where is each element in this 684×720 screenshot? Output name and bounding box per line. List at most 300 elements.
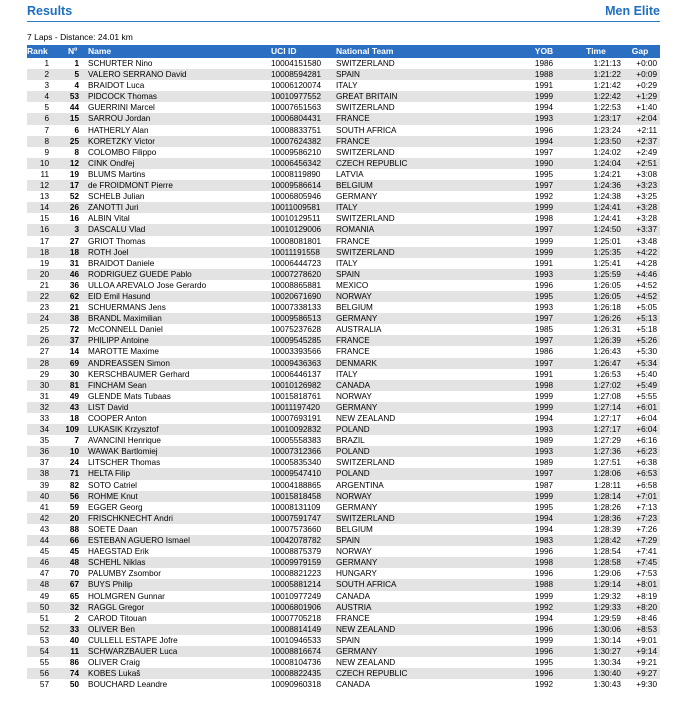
cell-rank: 47 — [39, 569, 49, 579]
cell-name: OLIVER Ben — [88, 624, 135, 634]
table-row — [27, 113, 660, 124]
cell-gap: +6:58 — [636, 480, 657, 490]
cell-uci-id: 10006805946 — [271, 192, 322, 202]
cell-rank: 56 — [39, 669, 49, 679]
cell-time: 1:25:35 — [593, 247, 621, 257]
table-row — [27, 58, 660, 69]
cell-national-team: SPAIN — [336, 70, 360, 80]
cell-time: 1:26:05 — [593, 280, 621, 290]
cell-rank: 43 — [39, 524, 49, 534]
cell-national-team: ITALY — [336, 203, 358, 213]
cell-name: MAROTTE Maxime — [88, 347, 159, 357]
cell-time: 1:23:17 — [593, 114, 621, 124]
cell-number: 37 — [69, 336, 79, 346]
cell-rank: 9 — [44, 147, 49, 157]
cell-time: 1:23:24 — [593, 125, 621, 135]
cell-gap: +2:37 — [636, 136, 657, 146]
cell-uci-id: 10090960318 — [271, 680, 322, 690]
cell-time: 1:28:58 — [593, 558, 621, 568]
cell-uci-id: 10003393566 — [271, 347, 322, 357]
cell-rank: 25 — [39, 325, 49, 335]
cell-national-team: POLAND — [336, 469, 370, 479]
cell-rank: 31 — [39, 391, 49, 401]
cell-name: WAWAK Bartlomiej — [88, 447, 158, 457]
cell-rank: 5 — [44, 103, 49, 113]
cell-name: FINCHAM Sean — [88, 380, 147, 390]
cell-gap: +2:51 — [636, 158, 657, 168]
cell-yob: 1992 — [534, 680, 554, 690]
cell-time: 1:28:42 — [593, 536, 621, 546]
cell-gap: +8:20 — [636, 602, 657, 612]
table-row — [27, 635, 660, 646]
cell-time: 1:27:14 — [593, 402, 621, 412]
cell-rank: 50 — [39, 602, 49, 612]
cell-name: SCHUERMANS Jens — [88, 303, 166, 313]
cell-rank: 16 — [39, 225, 49, 235]
cell-national-team: SWITZERLAND — [336, 214, 395, 224]
table-row — [27, 413, 660, 424]
cell-uci-id: 10006444723 — [271, 258, 322, 268]
cell-time: 1:28:54 — [593, 547, 621, 557]
cell-yob: 1999 — [534, 635, 554, 645]
cell-gap: +1:29 — [636, 92, 657, 102]
cell-rank: 49 — [39, 591, 49, 601]
cell-gap: +5:18 — [636, 325, 657, 335]
cell-number: 2 — [74, 613, 79, 623]
table-row — [27, 213, 660, 224]
header-name: Name — [88, 46, 112, 56]
cell-uci-id: 10004151580 — [271, 59, 322, 68]
cell-uci-id: 10011191558 — [271, 247, 320, 257]
cell-rank: 27 — [39, 347, 49, 357]
table-body — [27, 58, 660, 690]
cell-national-team: NORWAY — [336, 391, 372, 401]
cell-gap: +4:22 — [636, 247, 657, 257]
cell-yob: 1985 — [534, 325, 554, 335]
cell-yob: 1994 — [534, 103, 554, 113]
table-row — [27, 247, 660, 258]
cell-time: 1:27:17 — [593, 414, 621, 423]
cell-number: 67 — [69, 580, 79, 590]
table-row — [27, 335, 660, 346]
race-info: 7 Laps - Distance: 24.01 km — [27, 32, 133, 42]
cell-rank: 20 — [39, 269, 49, 279]
cell-gap: +7:41 — [636, 547, 657, 557]
cell-gap: +8:01 — [636, 580, 657, 590]
cell-gap: +6:23 — [636, 447, 657, 457]
cell-number: 1 — [74, 59, 79, 68]
cell-national-team: CANADA — [336, 591, 371, 601]
table-row — [27, 346, 660, 357]
cell-uci-id: 10010977249 — [271, 591, 322, 601]
cell-name: ALBIN Vital — [88, 214, 130, 224]
cell-yob: 1999 — [534, 92, 554, 102]
cell-uci-id: 10008814149 — [271, 624, 322, 634]
cell-national-team: SWITZERLAND — [336, 147, 395, 157]
cell-gap: +3:08 — [636, 169, 657, 179]
cell-time: 1:26:26 — [593, 314, 621, 324]
cell-name: KOBES Lukaš — [88, 669, 141, 679]
cell-number: 49 — [69, 391, 79, 401]
cell-uci-id: 10006801906 — [271, 602, 322, 612]
cell-name: SCHURTER Nino — [88, 59, 153, 68]
cell-time: 1:27:36 — [593, 447, 621, 457]
table-row — [27, 480, 660, 491]
cell-national-team: ITALY — [336, 81, 358, 91]
table-row — [27, 391, 660, 402]
cell-rank: 24 — [39, 314, 49, 324]
cell-number: 65 — [69, 591, 79, 601]
cell-yob: 1993 — [534, 114, 554, 124]
cell-time: 1:21:42 — [593, 81, 621, 91]
cell-yob: 1988 — [534, 70, 554, 80]
cell-time: 1:24:02 — [593, 147, 621, 157]
page-header — [27, 4, 660, 20]
category-label: Men Elite — [605, 4, 660, 18]
cell-gap: +5:30 — [636, 347, 657, 357]
cell-gap: +5:05 — [636, 303, 657, 313]
cell-number: 74 — [69, 669, 79, 679]
cell-uci-id: 10008821223 — [271, 569, 322, 579]
cell-rank: 8 — [44, 136, 49, 146]
cell-number: 12 — [69, 158, 79, 168]
cell-gap: +4:52 — [636, 291, 657, 301]
cell-gap: +5:34 — [636, 358, 657, 368]
cell-number: 43 — [69, 402, 79, 412]
table-row — [27, 468, 660, 479]
cell-yob: 1994 — [534, 513, 554, 523]
cell-gap: +7:01 — [636, 491, 657, 501]
table-row — [27, 147, 660, 158]
cell-number: 21 — [69, 303, 79, 313]
cell-yob: 1992 — [534, 602, 554, 612]
cell-yob: 1997 — [534, 358, 554, 368]
cell-national-team: NORWAY — [336, 291, 372, 301]
cell-number: 36 — [69, 280, 79, 290]
cell-number: 33 — [69, 624, 79, 634]
cell-time: 1:27:17 — [593, 425, 621, 435]
cell-national-team: BRAZIL — [336, 436, 365, 446]
cell-national-team: SWITZERLAND — [336, 59, 395, 68]
cell-rank: 51 — [39, 613, 49, 623]
cell-yob: 1995 — [534, 658, 554, 668]
table-row — [27, 224, 660, 235]
cell-number: 59 — [69, 502, 79, 512]
cell-gap: +0:29 — [636, 81, 657, 91]
cell-national-team: GERMANY — [336, 646, 378, 656]
table-row — [27, 125, 660, 136]
cell-number: 18 — [69, 247, 79, 257]
cell-number: 25 — [69, 136, 79, 146]
cell-number: 48 — [69, 558, 79, 568]
cell-name: HAEGSTAD Erik — [88, 547, 149, 557]
cell-name: BOUCHARD Leandre — [88, 680, 168, 690]
cell-time: 1:24:50 — [593, 225, 621, 235]
cell-yob: 1996 — [534, 624, 554, 634]
cell-number: 62 — [69, 291, 79, 301]
table-row — [27, 69, 660, 80]
cell-national-team: SOUTH AFRICA — [336, 580, 397, 590]
cell-rank: 1 — [44, 59, 49, 68]
header-time: Time — [586, 46, 606, 56]
table-row — [27, 180, 660, 191]
cell-uci-id: 10009979159 — [271, 558, 322, 568]
cell-number: 52 — [69, 192, 79, 202]
cell-national-team: BELGIUM — [336, 303, 373, 313]
cell-national-team: FRANCE — [336, 236, 370, 246]
table-row — [27, 624, 660, 635]
cell-national-team: FRANCE — [336, 136, 370, 146]
table-row — [27, 457, 660, 468]
cell-national-team: NEW ZEALAND — [336, 414, 396, 423]
cell-gap: +8:19 — [636, 591, 657, 601]
cell-gap: +3:37 — [636, 225, 657, 235]
cell-number: 10 — [69, 447, 79, 457]
cell-number: 66 — [69, 536, 79, 546]
cell-yob: 1997 — [534, 469, 554, 479]
cell-name: GLENDE Mats Tubaas — [88, 391, 171, 401]
cell-rank: 14 — [39, 203, 49, 213]
cell-yob: 1995 — [534, 502, 554, 512]
cell-yob: 1995 — [534, 291, 554, 301]
cell-national-team: FRANCE — [336, 347, 370, 357]
cell-gap: +0:09 — [636, 70, 657, 80]
cell-yob: 1991 — [534, 81, 554, 91]
cell-rank: 28 — [39, 358, 49, 368]
cell-time: 1:28:36 — [593, 513, 621, 523]
cell-yob: 1986 — [534, 347, 554, 357]
cell-national-team: SPAIN — [336, 635, 360, 645]
cell-uci-id: 10075237628 — [271, 325, 322, 335]
cell-gap: +6:16 — [636, 436, 657, 446]
cell-name: BRAIDOT Daniele — [88, 258, 155, 268]
table-row — [27, 136, 660, 147]
table-row — [27, 313, 660, 324]
cell-time: 1:24:36 — [593, 181, 621, 191]
header-national-team: National Team — [336, 46, 394, 56]
cell-national-team: AUSTRIA — [336, 602, 372, 612]
cell-gap: +5:49 — [636, 380, 657, 390]
cell-name: EGGER Georg — [88, 502, 143, 512]
cell-rank: 4 — [44, 92, 49, 102]
cell-time: 1:24:41 — [593, 214, 621, 224]
cell-number: 27 — [69, 236, 79, 246]
cell-time: 1:28:39 — [593, 524, 621, 534]
cell-national-team: ITALY — [336, 369, 358, 379]
cell-gap: +9:30 — [636, 680, 657, 690]
cell-name: SCHELB Julian — [88, 192, 145, 202]
cell-national-team: SWITZERLAND — [336, 247, 395, 257]
cell-time: 1:25:01 — [593, 236, 621, 246]
cell-national-team: GREAT BRITAIN — [336, 92, 398, 102]
cell-name: RODRIGUEZ GUEDE Pablo — [88, 269, 192, 279]
cell-name: HOLMGREN Gunnar — [88, 591, 165, 601]
cell-uci-id: 10010092832 — [271, 425, 322, 435]
cell-name: DASCALU Vlad — [88, 225, 146, 235]
table-row — [27, 524, 660, 535]
cell-national-team: ITALY — [336, 258, 358, 268]
cell-yob: 1999 — [534, 203, 554, 213]
cell-name: PALUMBY Zsombor — [88, 569, 161, 579]
cell-name: ANDREASSEN Simon — [88, 358, 170, 368]
cell-yob: 1996 — [534, 669, 554, 679]
cell-national-team: SPAIN — [336, 269, 360, 279]
table-row — [27, 602, 660, 613]
cell-number: 69 — [69, 358, 79, 368]
cell-yob: 1998 — [534, 558, 554, 568]
results-table — [27, 45, 660, 690]
table-row — [27, 280, 660, 291]
cell-name: BLUMS Martins — [88, 169, 146, 179]
table-header — [27, 45, 660, 58]
cell-gap: +7:26 — [636, 524, 657, 534]
cell-rank: 55 — [39, 658, 49, 668]
cell-rank: 45 — [39, 547, 49, 557]
cell-yob: 1991 — [534, 369, 554, 379]
cell-name: SARROU Jordan — [88, 114, 151, 124]
cell-rank: 44 — [39, 536, 49, 546]
cell-number: 7 — [74, 436, 79, 446]
table-row — [27, 191, 660, 202]
cell-national-team: GERMANY — [336, 192, 378, 202]
cell-rank: 36 — [39, 447, 49, 457]
cell-name: BRANDL Maximilian — [88, 314, 162, 324]
cell-rank: 12 — [39, 181, 49, 191]
cell-rank: 11 — [40, 169, 49, 179]
cell-rank: 38 — [39, 469, 49, 479]
cell-time: 1:21:13 — [593, 59, 621, 68]
cell-number: 86 — [69, 658, 79, 668]
cell-yob: 1990 — [534, 158, 554, 168]
cell-yob: 1989 — [534, 458, 554, 468]
cell-uci-id: 10008119890 — [271, 169, 321, 179]
cell-national-team: MEXICO — [336, 280, 369, 290]
cell-gap: +4:28 — [636, 258, 657, 268]
cell-time: 1:27:51 — [593, 458, 621, 468]
cell-national-team: SWITZERLAND — [336, 458, 395, 468]
cell-uci-id: 10015818761 — [271, 391, 322, 401]
cell-yob: 1999 — [534, 491, 554, 501]
cell-yob: 1995 — [534, 169, 554, 179]
cell-national-team: BELGIUM — [336, 524, 373, 534]
cell-gap: +5:26 — [636, 336, 657, 346]
cell-yob: 1999 — [534, 402, 554, 412]
cell-number: 32 — [69, 602, 79, 612]
cell-yob: 1996 — [534, 569, 554, 579]
cell-uci-id: 10011197420 — [271, 402, 320, 412]
cell-number: 5 — [74, 70, 79, 80]
cell-uci-id: 10007651563 — [271, 103, 322, 113]
cell-national-team: GERMANY — [336, 558, 378, 568]
cell-name: LUKASIK Krzysztof — [88, 425, 159, 435]
cell-uci-id: 10009586513 — [271, 314, 322, 324]
table-row — [27, 568, 660, 579]
cell-name: KERSCHBAUMER Gerhard — [88, 369, 190, 379]
cell-uci-id: 10020671690 — [271, 291, 322, 301]
cell-uci-id: 10007624382 — [271, 136, 322, 146]
cell-name: GRIOT Thomas — [88, 236, 146, 246]
cell-number: 26 — [69, 203, 79, 213]
table-row — [27, 435, 660, 446]
cell-yob: 1994 — [534, 414, 554, 423]
cell-name: PIDCOCK Thomas — [88, 92, 158, 102]
cell-name: HELTA Filip — [88, 469, 131, 479]
cell-yob: 1999 — [534, 591, 554, 601]
cell-yob: 1989 — [534, 436, 554, 446]
cell-gap: +6:01 — [636, 402, 657, 412]
cell-number: 72 — [69, 325, 79, 335]
cell-yob: 1986 — [534, 59, 554, 68]
cell-time: 1:26:43 — [593, 347, 621, 357]
cell-rank: 23 — [39, 303, 49, 313]
table-row — [27, 236, 660, 247]
cell-number: 40 — [69, 635, 79, 645]
cell-uci-id: 10008131109 — [271, 502, 321, 512]
cell-name: HATHERLY Alan — [88, 125, 149, 135]
cell-uci-id: 10007278620 — [271, 269, 322, 279]
table-row — [27, 646, 660, 657]
cell-rank: 35 — [39, 436, 49, 446]
cell-gap: +7:45 — [636, 558, 657, 568]
cell-yob: 1998 — [534, 380, 554, 390]
cell-national-team: CZECH REPUBLIC — [336, 158, 408, 168]
cell-time: 1:29:06 — [593, 569, 621, 579]
table-row — [27, 513, 660, 524]
cell-number: 3 — [74, 225, 79, 235]
cell-name: VALERO SERRANO David — [88, 70, 187, 80]
cell-number: 82 — [69, 480, 79, 490]
cell-number: 19 — [69, 169, 79, 179]
cell-gap: +3:28 — [636, 214, 657, 224]
cell-uci-id: 10015818458 — [271, 491, 322, 501]
cell-gap: +2:11 — [636, 125, 657, 135]
cell-name: GUERRINI Marcel — [88, 103, 155, 113]
cell-time: 1:26:31 — [593, 325, 621, 335]
table-row — [27, 668, 660, 679]
cell-number: 56 — [69, 491, 79, 501]
cell-number: 71 — [69, 469, 79, 479]
cell-uci-id: 10008875379 — [271, 547, 322, 557]
cell-gap: +8:46 — [636, 613, 657, 623]
cell-name: CAROD Titouan — [88, 613, 147, 623]
cell-yob: 1998 — [534, 214, 554, 224]
cell-name: ESTEBAN AGUERO Ismael — [88, 536, 190, 546]
cell-uci-id: 10008594281 — [271, 70, 322, 80]
cell-time: 1:30:40 — [593, 669, 621, 679]
cell-national-team: SWITZERLAND — [336, 103, 395, 113]
cell-gap: +3:25 — [636, 192, 657, 202]
cell-number: 24 — [69, 458, 79, 468]
cell-time: 1:24:04 — [593, 158, 621, 168]
cell-rank: 57 — [39, 680, 49, 690]
cell-time: 1:22:53 — [593, 103, 621, 113]
header-rank: Rank — [27, 46, 48, 56]
cell-rank: 40 — [39, 491, 49, 501]
cell-rank: 54 — [39, 646, 49, 656]
header-number: Nº — [68, 46, 78, 56]
cell-number: 50 — [69, 680, 79, 690]
cell-yob: 1983 — [534, 536, 554, 546]
cell-time: 1:30:43 — [593, 680, 621, 690]
table-row — [27, 80, 660, 91]
cell-rank: 7 — [44, 125, 49, 135]
cell-gap: +2:04 — [636, 114, 657, 124]
cell-number: 8 — [74, 147, 79, 157]
cell-number: 6 — [74, 125, 79, 135]
table-row — [27, 258, 660, 269]
cell-name: de FROIDMONT Pierre — [88, 181, 173, 191]
cell-name: KORETZKY Victor — [88, 136, 156, 146]
